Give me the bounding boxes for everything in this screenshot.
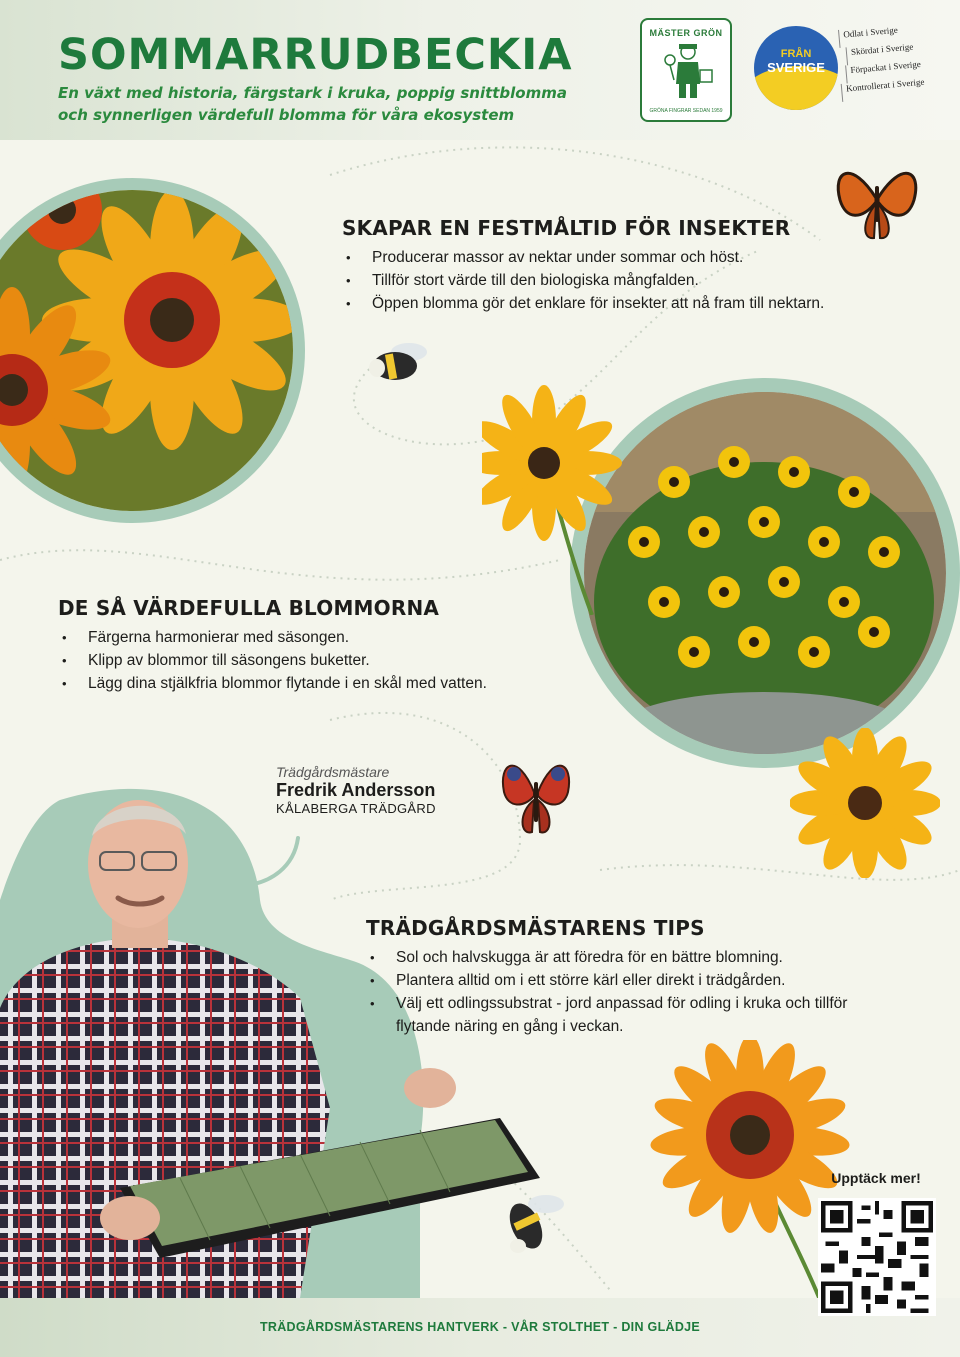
master-gron-logo [640, 18, 732, 122]
bullet-list [58, 626, 578, 695]
subtitle-line-2: och synnerligen värdefull blomma för våra ekosystem [58, 106, 515, 124]
origin-claim: Skördat i Sverige [846, 38, 951, 65]
header-band [0, 0, 960, 140]
gardener-name: Fredrik Andersson [276, 780, 436, 800]
list-item: • Öppen blomma gör det enklare för insekter att nå fram till nektarn. [342, 292, 902, 315]
list-item: • Lägg dina stjälkfria blommor flytande i en skål med vatten. [58, 672, 578, 695]
qr-panel[interactable] [810, 1162, 942, 1322]
list-item: • Producerar massor av nektar under sommar och höst. [342, 246, 902, 269]
master-gron-name: MÄSTER GRÖN [649, 28, 723, 38]
gardener-tips-section [366, 916, 866, 1038]
fran-sverige-logo [754, 26, 838, 110]
gardener-photo [0, 788, 560, 1298]
insect-feast-section [342, 216, 902, 315]
qr-label: Upptäck mer! [831, 1170, 921, 1186]
valuable-flowers-section [58, 596, 578, 695]
master-gron-tagline: GRÖNA FINGRAR SEDAN 1959 [649, 108, 723, 114]
sverige-label: SVERIGE [767, 60, 825, 75]
yellow-rudbeckia-flower [482, 385, 622, 615]
section-heading: SKAPAR EN FESTMÅLTID FÖR INSEKTER [342, 216, 791, 240]
origin-claims-list [838, 20, 954, 101]
list-item: • Välj ett odlingssubstrat - jord anpassad för odling i kruka och tillför flytande näring en gång i veckan. [366, 992, 866, 1038]
bullet-list [342, 246, 902, 315]
qr-code-icon[interactable] [818, 1198, 936, 1316]
origin-claim: Kontrollerat i Sverige [841, 74, 954, 102]
gardener-mascot-icon [662, 40, 714, 104]
potted-rudbeckia-photo [570, 378, 960, 768]
page-title: SOMMARRUDBECKIA [58, 30, 573, 80]
list-item: • Tillför stort värde till den biologiska mångfalden. [342, 269, 902, 292]
subtitle-line-1: En växt med historia, färgstark i kruka, poppig snittblomma [58, 84, 567, 102]
page-subtitle [58, 82, 618, 126]
list-item: • Plantera alltid om i ett större kärl eller direkt i trädgården. [366, 969, 866, 992]
origin-claim: Odlat i Sverige [838, 20, 949, 48]
bullet-list [366, 946, 866, 1038]
origin-claim: Förpackat i Sverige [845, 56, 952, 83]
section-heading: DE SÅ VÄRDEFULLA BLOMMORNA [58, 596, 440, 620]
list-item: • Klipp av blommor till säsongens buketter. [58, 649, 578, 672]
yellow-flower-bottom [790, 728, 940, 878]
list-item: • Sol och halvskugga är att föredra för en bättre blomning. [366, 946, 866, 969]
list-item: • Färgerna harmonierar med säsongen. [58, 626, 578, 649]
gardener-role: Trädgårdsmästare [276, 764, 390, 780]
bumblebee-icon [365, 338, 435, 386]
fran-label: FRÅN [780, 48, 812, 60]
gardener-farm: KÅLABERGA TRÄDGÅRD [276, 801, 436, 816]
section-heading: TRÄDGÅRDSMÄSTARENS TIPS [366, 916, 705, 940]
footer-slogan: TRÄDGÅRDSMÄSTARENS HANTVERK - VÅR STOLTHET - DIN GLÄDJE [259, 1320, 701, 1334]
